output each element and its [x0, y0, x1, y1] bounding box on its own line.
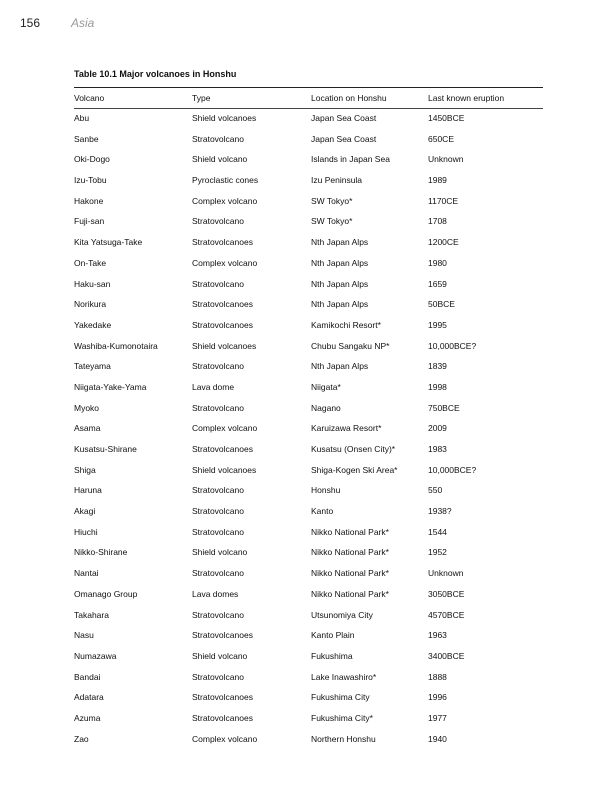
volcano-cell: Nantai [74, 568, 99, 579]
location-cell: Nikko National Park* [311, 588, 389, 599]
eruption-cell: 1659 [428, 278, 447, 289]
page-number: 156 [20, 16, 41, 30]
eruption-cell: 1888 [428, 671, 447, 682]
eruption-cell: 1708 [428, 216, 447, 227]
table-row [74, 734, 543, 755]
eruption-cell: 1983 [428, 444, 447, 454]
table-row [74, 630, 543, 651]
volcano-cell: Hiuchi [74, 526, 98, 537]
eruption-cell: 4570BCE [428, 609, 465, 620]
eruption-cell: Unknown [428, 154, 464, 165]
type-cell: Stratovolcano [192, 506, 244, 517]
location-cell: Nikko National Park* [311, 568, 389, 579]
eruption-cell: 750BCE [428, 402, 460, 413]
eruption-cell: 2009 [428, 423, 447, 434]
eruption-cell: 1940 [428, 733, 447, 744]
location-cell: Izu Peninsula [311, 175, 363, 186]
eruption-cell: 1977 [428, 712, 447, 723]
volcano-cell: Myoko [74, 402, 100, 413]
volcano-cell: Azuma [74, 712, 101, 723]
eruption-cell: 550 [428, 485, 443, 496]
table-row [74, 361, 543, 382]
type-cell: Stratovolcano [192, 671, 244, 682]
column-header-last-eruption: Last known eruption [428, 93, 505, 103]
table-header [74, 93, 543, 105]
location-cell: Kanto [311, 506, 334, 517]
volcano-cell: Sanbe [74, 133, 99, 144]
eruption-cell: 1980 [428, 257, 447, 268]
type-cell: Stratovolcanoes [192, 692, 253, 703]
table-row [74, 568, 543, 589]
volcano-cell: Haruna [74, 485, 102, 496]
eruption-cell: 1450BCE [428, 113, 465, 123]
table-row [74, 444, 543, 465]
eruption-cell: 10,000BCE? [428, 340, 477, 351]
table-row [74, 237, 543, 258]
type-cell: Stratovolcano [192, 568, 244, 579]
type-cell: Lava domes [192, 588, 239, 599]
eruption-cell: Unknown [428, 568, 464, 579]
table-row [74, 713, 543, 734]
volcano-cell: Akagi [74, 506, 96, 517]
type-cell: Stratovolcano [192, 361, 244, 372]
type-cell: Shield volcanoes [192, 340, 257, 351]
table-row [74, 279, 543, 300]
location-cell: Niigata* [311, 381, 341, 392]
eruption-cell: 50BCE [428, 299, 455, 310]
table-row [74, 506, 543, 527]
type-cell: Shield volcano [192, 650, 248, 661]
location-cell: Fukushima [311, 650, 353, 661]
volcano-cell: Nikko-Shirane [74, 547, 128, 558]
eruption-cell: 1170CE [428, 195, 459, 206]
table-row [74, 341, 543, 362]
volcano-cell: Washiba-Kumonotaira [74, 340, 158, 351]
type-cell: Stratovolcano [192, 133, 244, 144]
table-row [74, 299, 543, 320]
location-cell: Nagano [311, 402, 341, 413]
type-cell: Lava dome [192, 381, 235, 392]
eruption-cell: 1839 [428, 361, 447, 372]
volcano-cell: Tateyama [74, 361, 111, 372]
volcano-cell: Bandai [74, 671, 101, 682]
type-cell: Stratovolcano [192, 216, 244, 227]
eruption-cell: 10,000BCE? [428, 464, 477, 475]
location-cell: Nikko National Park* [311, 547, 389, 558]
eruption-cell: 1938? [428, 506, 452, 517]
table-body [74, 113, 543, 754]
eruption-cell: 3400BCE [428, 650, 465, 661]
volcano-cell: On-Take [74, 257, 107, 268]
type-cell: Pyroclastic cones [192, 175, 259, 186]
volcano-cell: Hakone [74, 195, 104, 206]
volcano-cell: Yakedake [74, 319, 112, 330]
location-cell: Fukushima City* [311, 712, 373, 723]
table-row [74, 320, 543, 341]
eruption-cell: 1963 [428, 630, 447, 641]
location-cell: Honshu [311, 485, 341, 496]
table-row [74, 113, 543, 134]
table-header-rule [74, 108, 543, 109]
volcano-cell: Abu [74, 113, 90, 123]
column-header-type: Type [192, 93, 211, 103]
volcano-cell: Zao [74, 733, 89, 744]
type-cell: Complex volcano [192, 423, 258, 434]
volcano-cell: Takahara [74, 609, 109, 620]
type-cell: Stratovolcanoes [192, 630, 253, 641]
volcano-cell: Numazawa [74, 650, 117, 661]
location-cell: Nth Japan Alps [311, 237, 369, 248]
location-cell: Northern Honshu [311, 733, 376, 744]
type-cell: Stratovolcano [192, 278, 244, 289]
table-row [74, 403, 543, 424]
location-cell: Shiga-Kogen Ski Area* [311, 464, 398, 475]
location-cell: Japan Sea Coast [311, 133, 377, 144]
volcano-cell: Shiga [74, 464, 96, 475]
table-row [74, 196, 543, 217]
location-cell: Nikko National Park* [311, 526, 389, 537]
table-row [74, 651, 543, 672]
location-cell: Islands in Japan Sea [311, 154, 390, 165]
volcano-cell: Fuji-san [74, 216, 105, 227]
table-row [74, 692, 543, 713]
table-row [74, 465, 543, 486]
eruption-cell: 650CE [428, 133, 454, 144]
volcano-cell: Izu-Tobu [74, 175, 107, 186]
volcano-cell: Oki-Dogo [74, 154, 110, 165]
type-cell: Stratovolcanoes [192, 237, 253, 248]
volcano-cell: Nasu [74, 630, 94, 641]
volcano-cell: Norikura [74, 299, 107, 310]
volcano-cell: Niigata-Yake-Yama [74, 381, 147, 392]
table-row [74, 154, 543, 175]
type-cell: Shield volcanoes [192, 113, 257, 123]
location-cell: Lake Inawashiro* [311, 671, 377, 682]
table-row [74, 485, 543, 506]
table-row [74, 216, 543, 237]
table-row [74, 589, 543, 610]
location-cell: Japan Sea Coast [311, 113, 377, 123]
table-row [74, 423, 543, 444]
column-header-volcano: Volcano [74, 93, 105, 103]
table-row [74, 547, 543, 568]
type-cell: Stratovolcanoes [192, 319, 253, 330]
type-cell: Complex volcano [192, 257, 258, 268]
location-cell: Nth Japan Alps [311, 361, 369, 372]
table-row [74, 175, 543, 196]
type-cell: Stratovolcano [192, 526, 244, 537]
location-cell: Kamikochi Resort* [311, 319, 381, 330]
table-row [74, 134, 543, 155]
table-row [74, 610, 543, 631]
type-cell: Shield volcano [192, 547, 248, 558]
eruption-cell: 1989 [428, 175, 447, 186]
type-cell: Complex volcano [192, 733, 258, 744]
type-cell: Stratovolcanoes [192, 712, 253, 723]
eruption-cell: 3050BCE [428, 588, 465, 599]
location-cell: Chubu Sangaku NP* [311, 340, 390, 351]
table-row [74, 382, 543, 403]
type-cell: Stratovolcano [192, 485, 244, 496]
eruption-cell: 1995 [428, 319, 447, 330]
eruption-cell: 1998 [428, 381, 447, 392]
volcano-cell: Haku-san [74, 278, 111, 289]
table-top-rule [74, 87, 543, 88]
table-title: Table 10.1 Major volcanoes in Honshu [74, 69, 237, 79]
eruption-cell: 1996 [428, 692, 447, 703]
running-head: Asia [71, 16, 95, 30]
type-cell: Complex volcano [192, 195, 258, 206]
type-cell: Stratovolcanoes [192, 444, 253, 454]
location-cell: Nth Japan Alps [311, 299, 369, 310]
type-cell: Stratovolcanoes [192, 299, 253, 310]
table-row [74, 672, 543, 693]
type-cell: Shield volcano [192, 154, 248, 165]
volcano-cell: Kusatsu-Shirane [74, 444, 137, 454]
volcano-cell: Adatara [74, 692, 104, 703]
location-cell: SW Tokyo* [311, 216, 353, 227]
type-cell: Stratovolcano [192, 402, 244, 413]
table-row [74, 258, 543, 279]
volcano-cell: Asama [74, 423, 101, 434]
location-cell: Nth Japan Alps [311, 278, 369, 289]
eruption-cell: 1952 [428, 547, 447, 558]
location-cell: Utsunomiya City [311, 609, 373, 620]
volcano-cell: Omanago Group [74, 588, 138, 599]
eruption-cell: 1200CE [428, 237, 459, 248]
location-cell: Kanto Plain [311, 630, 355, 641]
location-cell: Fukushima City [311, 692, 370, 703]
location-cell: Kusatsu (Onsen City)* [311, 444, 396, 454]
type-cell: Stratovolcano [192, 609, 244, 620]
location-cell: Nth Japan Alps [311, 257, 369, 268]
location-cell: Karuizawa Resort* [311, 423, 382, 434]
volcano-cell: Kita Yatsuga-Take [74, 237, 143, 248]
table-row [74, 527, 543, 548]
eruption-cell: 1544 [428, 526, 447, 537]
type-cell: Shield volcanoes [192, 464, 257, 475]
column-header-location: Location on Honshu [311, 93, 387, 103]
location-cell: SW Tokyo* [311, 195, 353, 206]
